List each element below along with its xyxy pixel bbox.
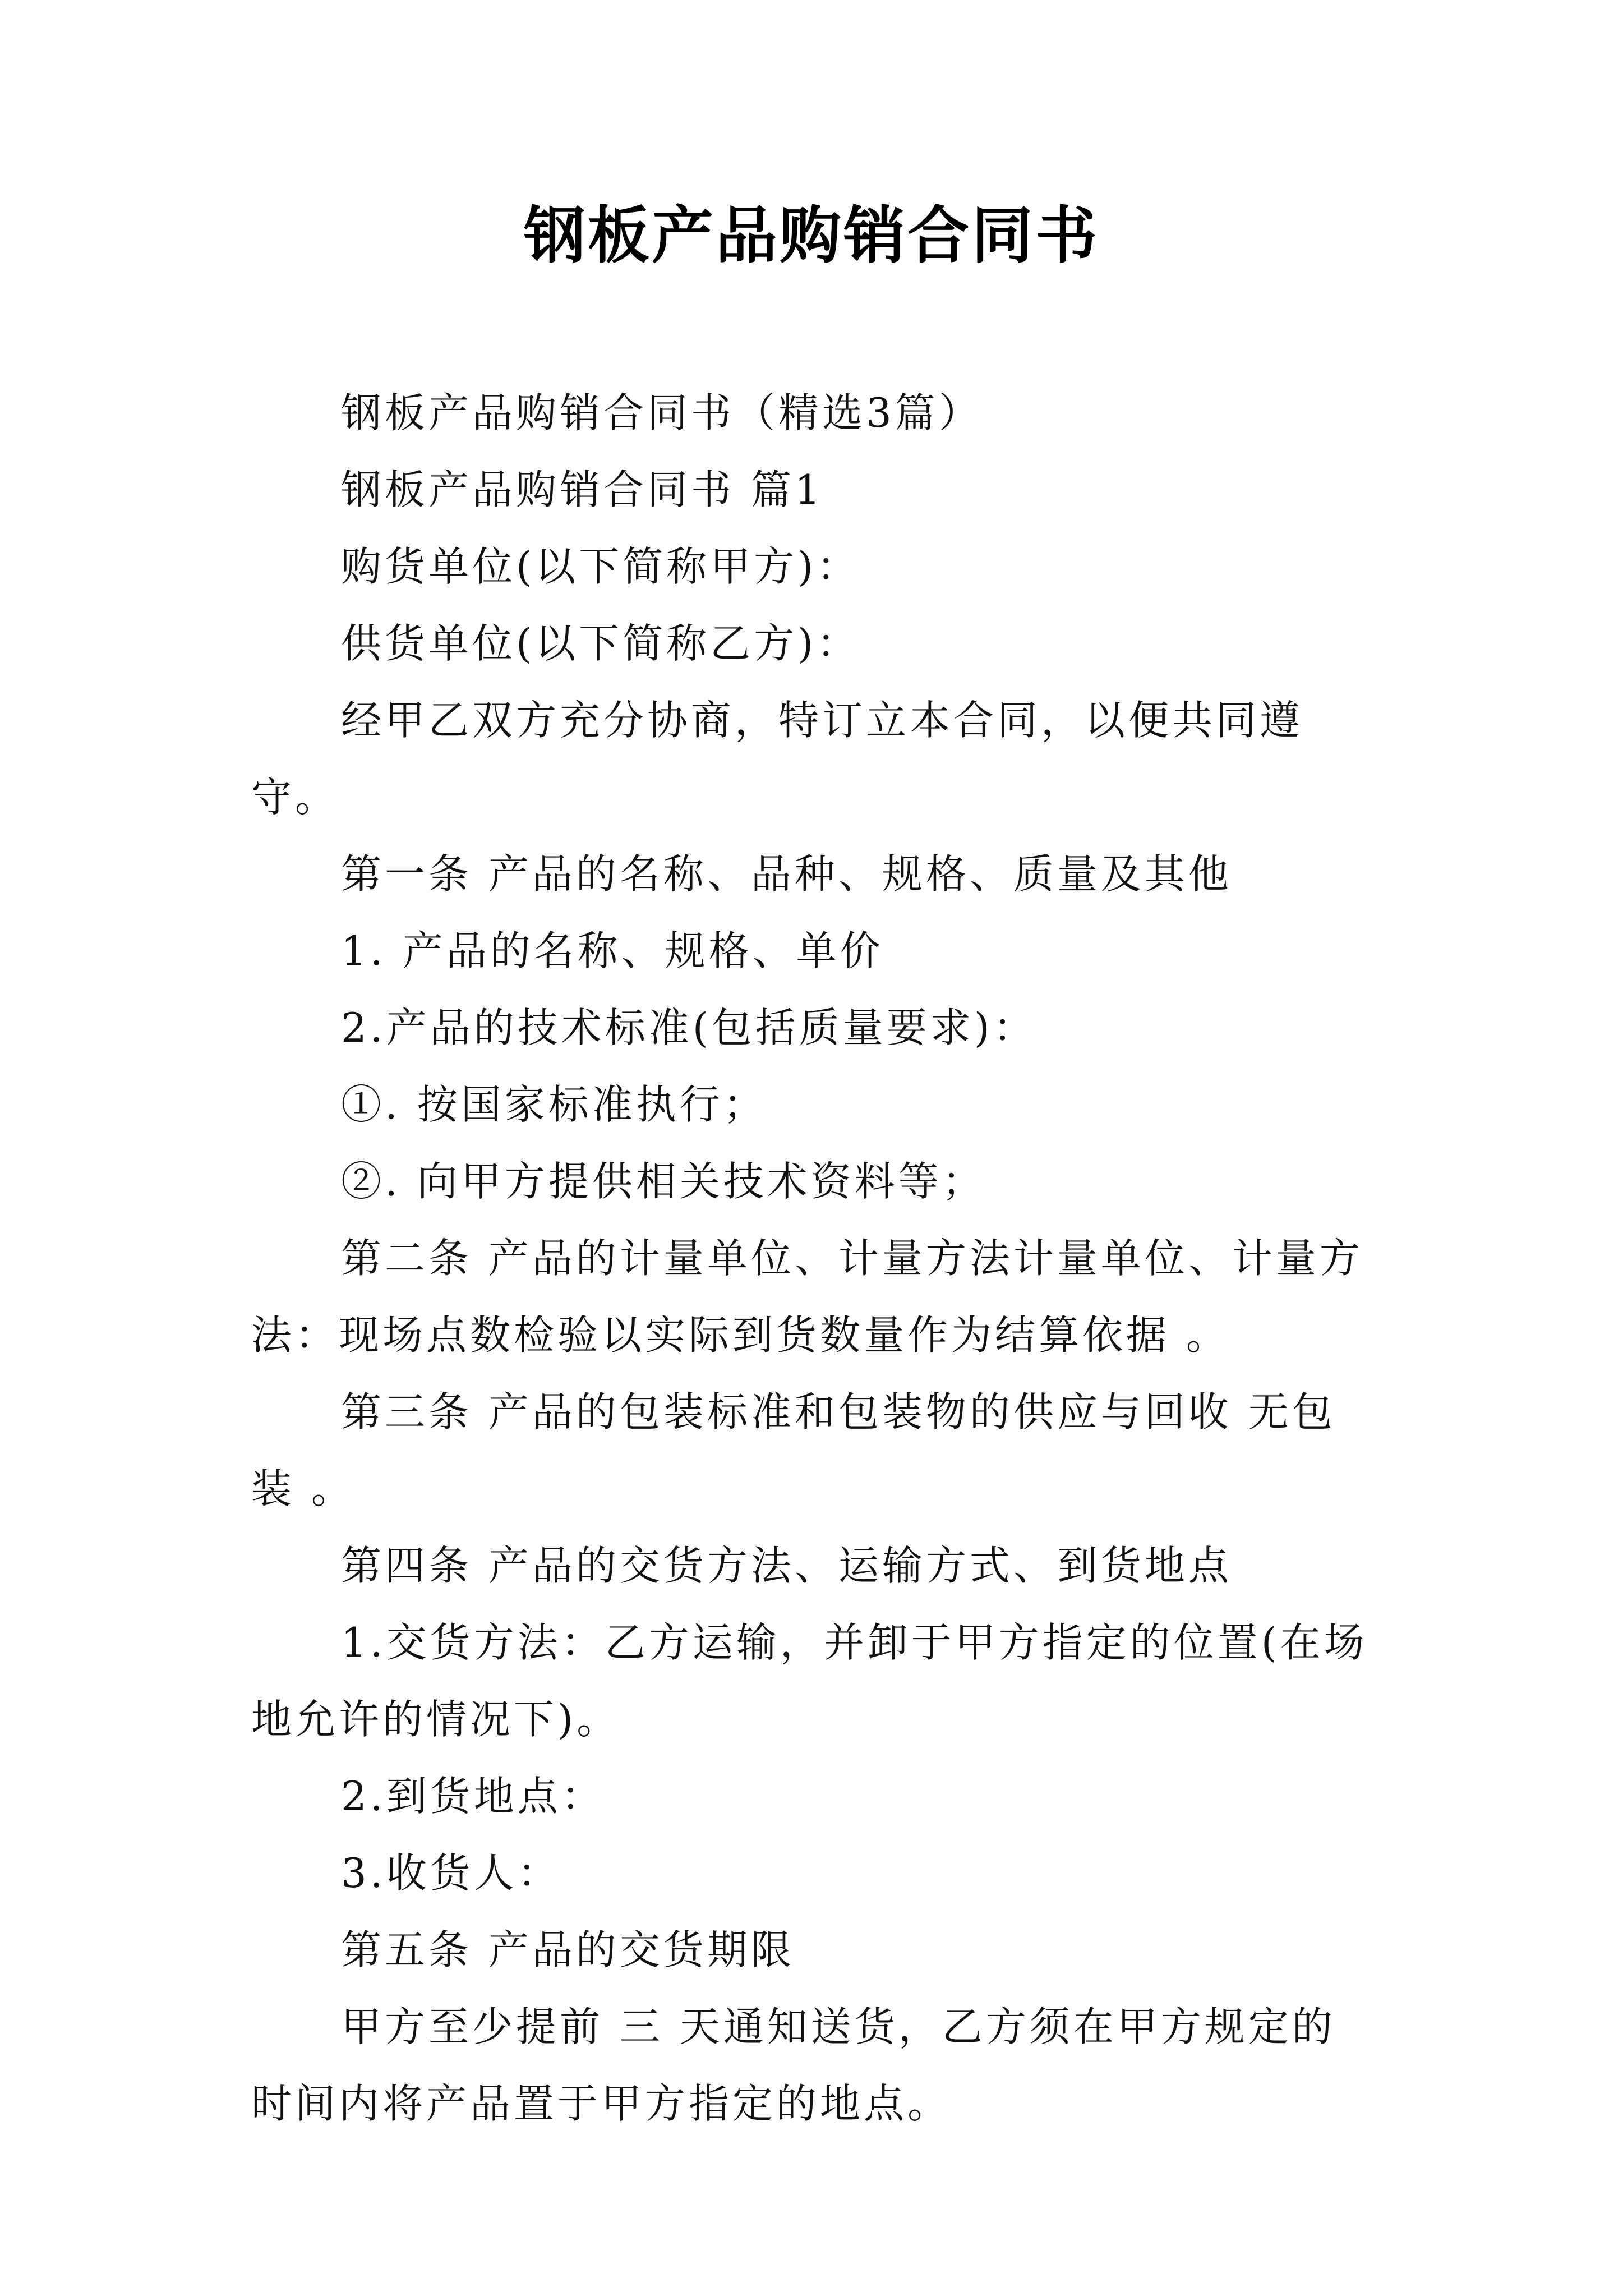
paragraph-part-heading: 钢板产品购销合同书 篇1 [341,466,824,513]
paragraph-article-5-body: 甲方至少提前 三 天通知送货，乙方须在甲方规定的时间内将产品置于甲方指定的地点。 [251,2003,1336,2127]
paragraph-article-1-item-1: 1. 产品的名称、规格、单价 [341,927,884,974]
paragraph-article-1-item-2: 2.产品的技术标准(包括质量要求)： [341,1004,1037,1051]
paragraph-article-4-item-1: 1.交货方法：乙方运输，并卸于甲方指定的位置(在场地允许的情况下)。 [251,1619,1368,1743]
paragraph-article-2: 第二条 产品的计量单位、计量方法计量单位、计量方法：现场点数检验以实际到货数量作为结算依据 。 [251,1235,1363,1359]
paragraph-collection-title: 钢板产品购销合同书（精选3篇） [341,389,983,436]
document-title: 钢板产品购销合同书 [524,200,1099,272]
paragraph-article-1: 第一条 产品的名称、品种、规格、质量及其他 [341,850,1232,898]
paragraph-article-3: 第三条 产品的包装标准和包装物的供应与回收 无包装 。 [251,1388,1336,1512]
paragraph-article-1-subitem-1: ①. 按国家标准执行； [341,1081,767,1128]
paragraph-buyer: 购货单位(以下简称甲方)： [341,543,861,590]
paragraph-article-1-subitem-2: ②. 向甲方提供相关技术资料等； [341,1158,986,1205]
paragraph-supplier: 供货单位(以下简称乙方)： [341,620,861,667]
paragraph-agreement: 经甲乙双方充分协商，特订立本合同，以便共同遵守。 [251,697,1304,821]
paragraph-article-4: 第四条 产品的交货方法、运输方式、到货地点 [341,1542,1232,1589]
paragraph-article-4-item-3: 3.收货人： [341,1849,561,1897]
paragraph-article-4-item-2: 2.到货地点： [341,1773,605,1820]
document-body [251,375,1378,2142]
paragraph-article-5: 第五条 产品的交货期限 [341,1926,795,1973]
